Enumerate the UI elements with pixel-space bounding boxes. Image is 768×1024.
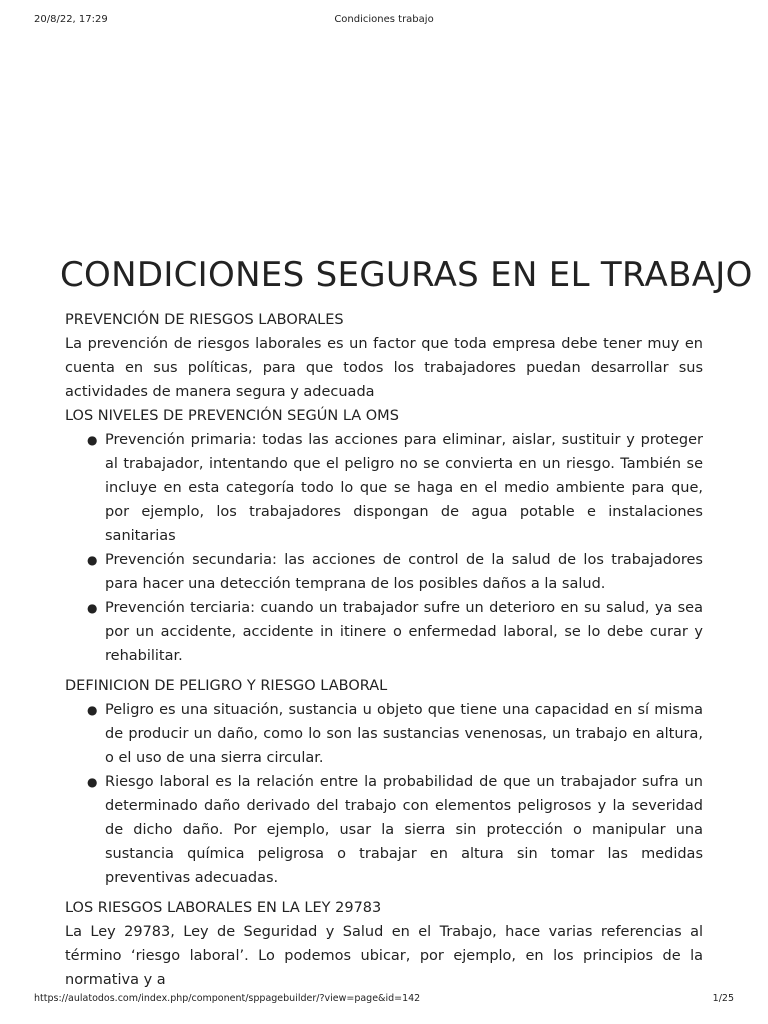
section-heading-ley: LOS RIESGOS LABORALES EN LA LEY 29783 [65,900,382,916]
list-item [87,596,703,668]
list-item [87,770,703,890]
list-item-text: Prevención terciaria: cuando un trabajador sufre un deterioro en su salud, ya sea por un accidente, accidente in itinere o enfermedad laboral, se lo debe curar y rehabilitar. [105,600,703,664]
list-item-text: Peligro es una situación, sustancia u objeto que tiene una capacidad en sí misma de producir un daño, como lo son las sustancias venenosas, un trabajo en altura, o el uso de una sierra circular. [105,702,703,766]
list-item [87,548,703,596]
list-item-text: Prevención primaria: todas las acciones para eliminar, aislar, sustituir y proteger al trabajador, intentando que el peligro no se convierta en un riesgo. También se incluye en esta categoría todo lo que se haga en el medio ambiente para que, por ejemplo, los trabajadores dispongan de agua potable e instalaciones sanitarias [105,432,703,544]
document-title: CONDICIONES SEGURAS EN EL TRABAJO [60,255,753,295]
bullet-icon: ● [87,601,98,615]
list-item [87,698,703,770]
bullet-icon: ● [87,553,98,567]
section-heading-definicion: DEFINICION DE PELIGRO Y RIESGO LABORAL [65,678,388,694]
print-datetime: 20/8/22, 17:29 [34,14,108,25]
page-counter: 1/25 [712,993,734,1004]
bullet-icon: ● [87,703,98,717]
list-item-text: Riesgo laboral es la relación entre la probabilidad de que un trabajador sufra un determinado daño derivado del trabajo con elementos peligrosos y la severidad de dicho daño. Por ejemplo, usar la sierra sin protección o manipular una sustancia química peligrosa o trabajar en altura sin tomar las medidas preventivas adecuadas. [105,774,703,886]
print-title: Condiciones trabajo [334,14,434,25]
print-url: https://aulatodos.com/index.php/component/sppagebuilder/?view=page&id=142 [34,993,421,1004]
section-paragraph-ley: La Ley 29783, Ley de Seguridad y Salud en el Trabajo, hace varias referencias al término ‘riesgo laboral’. Lo podemos ubicar, por ejemplo, en los principios de la normativa y a [65,924,703,988]
print-footer [0,993,768,1009]
list-item [87,428,703,548]
bullet-icon: ● [87,775,98,789]
bullet-icon: ● [87,433,98,447]
niveles-list [65,428,703,668]
list-item-text: Prevención secundaria: las acciones de control de la salud de los trabajadores para hacer una detección temprana de los posibles daños a la salud. [105,552,703,592]
definicion-list [65,698,703,890]
section-paragraph-prevencion: La prevención de riesgos laborales es un factor que toda empresa debe tener muy en cuenta en sus políticas, para que todos los trabajadores puedan desarrollar sus actividades de manera segura y adecuada [65,336,703,400]
print-header [0,14,768,30]
section-heading-prevencion: PREVENCIÓN DE RIESGOS LABORALES [65,312,344,328]
section-heading-niveles: LOS NIVELES DE PREVENCIÓN SEGÚN LA OMS [65,408,399,424]
document-body [60,250,753,992]
